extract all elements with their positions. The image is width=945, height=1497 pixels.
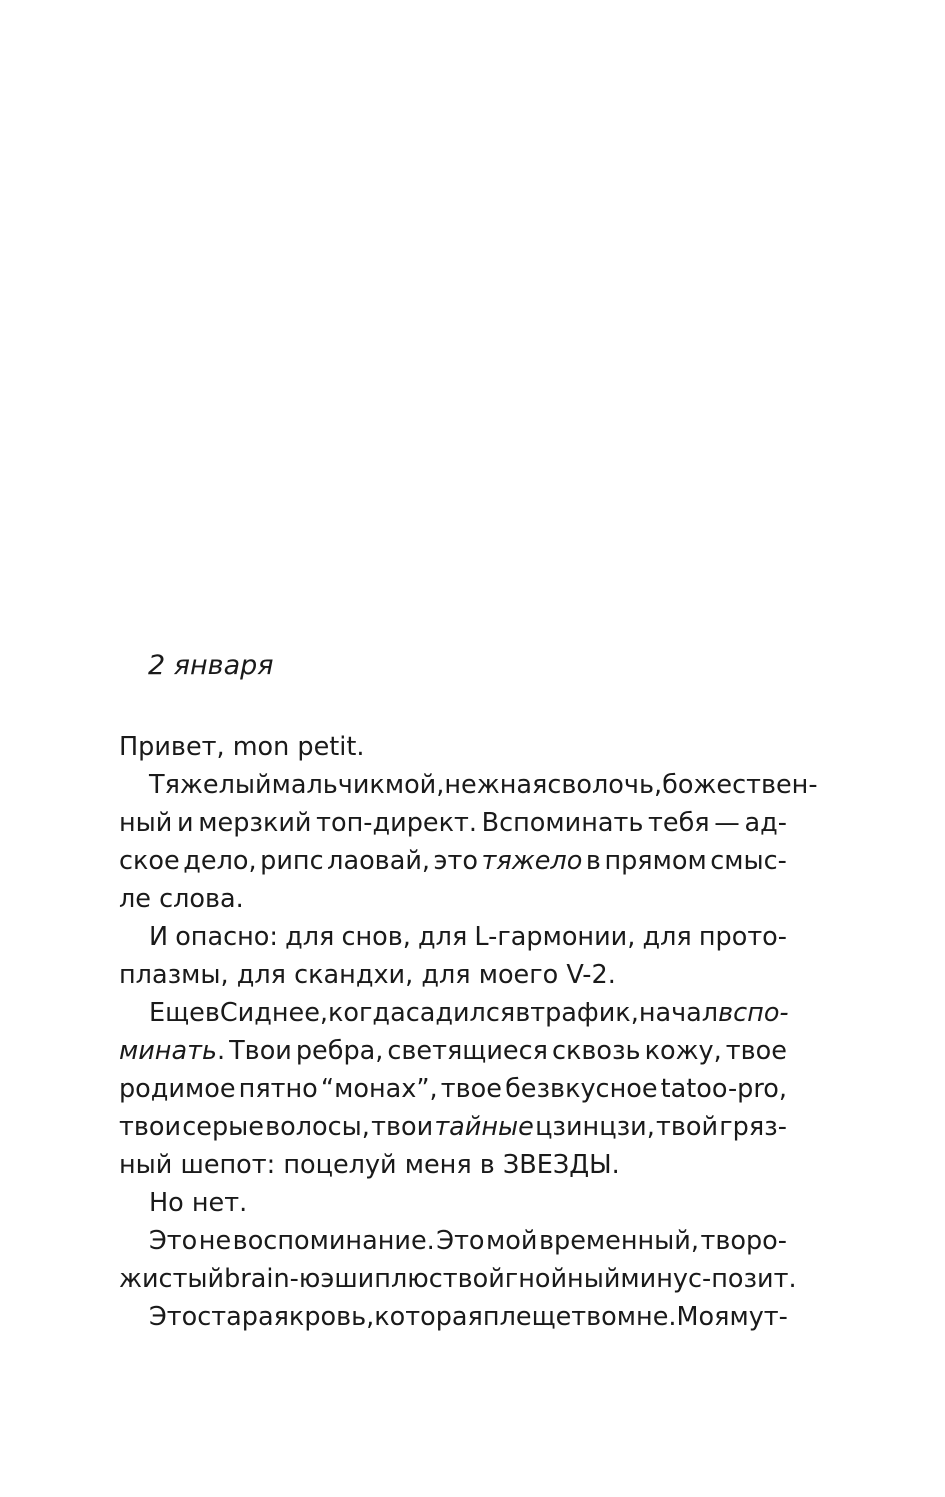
- word: tatoo-pro,: [660, 1074, 787, 1104]
- word: когда: [328, 998, 406, 1028]
- word: смыс-: [710, 846, 787, 876]
- word: твое: [725, 1036, 787, 1066]
- word: которая: [374, 1302, 483, 1332]
- word: мерзкий: [198, 808, 312, 838]
- text-line: [119, 1298, 787, 1336]
- word: серые: [182, 1112, 264, 1142]
- word: прото-: [698, 922, 787, 952]
- word: твои: [371, 1112, 434, 1142]
- word: во: [586, 1302, 617, 1332]
- word: безвкусное: [505, 1074, 658, 1104]
- word: тебя: [648, 808, 710, 838]
- word: Сиднее,: [219, 998, 329, 1028]
- word: ад-: [744, 808, 787, 838]
- word: жистый: [119, 1264, 225, 1294]
- word: пятно: [238, 1074, 318, 1104]
- word: тяжело: [481, 846, 583, 876]
- text-line: [119, 1146, 787, 1184]
- word: плещет: [482, 1302, 587, 1332]
- word: твой: [442, 1264, 505, 1294]
- word: для: [285, 922, 335, 952]
- text-line: [119, 918, 787, 956]
- word: божествен-: [662, 770, 818, 800]
- text-line: [119, 1108, 787, 1146]
- word: “монах”,: [320, 1074, 438, 1104]
- line-text: ле слова.: [119, 884, 244, 914]
- word: это: [433, 846, 478, 876]
- line-text: ный шепот: поцелуй меня в ЗВЕЗДЫ.: [119, 1150, 620, 1180]
- word: гряз-: [719, 1112, 787, 1142]
- word: воспоминание.: [232, 1226, 435, 1256]
- word: прямом: [604, 846, 707, 876]
- word: Это: [436, 1226, 485, 1256]
- word: в: [515, 998, 531, 1028]
- word: твои: [119, 1112, 182, 1142]
- body-text: [119, 728, 818, 1336]
- text-line: [119, 956, 787, 994]
- word: волосы,: [265, 1112, 370, 1142]
- text-line: [119, 728, 787, 766]
- word: Вспоминать: [481, 808, 644, 838]
- word: мой: [486, 1226, 538, 1256]
- text-line: [119, 1260, 797, 1298]
- text-line: [119, 1184, 787, 1222]
- word: для: [642, 922, 692, 952]
- word: L-гармонии,: [474, 922, 636, 952]
- word: Еще: [149, 998, 205, 1028]
- word: сволочь,: [547, 770, 663, 800]
- word: твой: [656, 1112, 719, 1142]
- word: топ-директ.: [316, 808, 477, 838]
- word: ный: [119, 808, 173, 838]
- word: старая: [197, 1302, 289, 1332]
- word: светящиеся: [387, 1036, 548, 1066]
- text-line: [119, 1070, 787, 1108]
- word: гнойный: [504, 1264, 621, 1294]
- text-line: [119, 1222, 787, 1260]
- word: в: [204, 998, 220, 1028]
- word: ребра,: [295, 1036, 384, 1066]
- word: кожу,: [644, 1036, 722, 1066]
- word: временный,: [538, 1226, 699, 1256]
- line-text: Привет, mon petit.: [119, 732, 365, 762]
- word: садился: [405, 998, 516, 1028]
- word: Моя: [676, 1302, 730, 1332]
- word: нежная: [444, 770, 548, 800]
- word: мальчик: [271, 770, 385, 800]
- word: рипс: [260, 846, 324, 876]
- word: твое: [440, 1074, 502, 1104]
- word: минус-позит.: [620, 1264, 797, 1294]
- word: —: [714, 808, 740, 838]
- word: Это: [149, 1302, 198, 1332]
- word: И: [149, 922, 169, 952]
- word: в: [585, 846, 601, 876]
- word: вспо-: [718, 998, 789, 1028]
- word: brain-юэши: [224, 1264, 375, 1294]
- word: дело,: [183, 846, 257, 876]
- word: Это: [149, 1226, 198, 1256]
- word: не: [198, 1226, 232, 1256]
- word: родимое: [119, 1074, 236, 1104]
- text-line: [119, 1032, 787, 1070]
- line-text: плазмы, для скандхи, для моего V-2.: [119, 960, 616, 990]
- word: Тяжелый: [149, 770, 272, 800]
- word: тайные: [434, 1112, 534, 1142]
- word: цзинцзи,: [535, 1112, 655, 1142]
- word: и: [177, 808, 194, 838]
- text-line: [119, 880, 787, 918]
- word: опасно:: [175, 922, 278, 952]
- word: лаовай,: [327, 846, 430, 876]
- text-line: [119, 994, 787, 1032]
- word: начал: [638, 998, 719, 1028]
- word: для: [418, 922, 468, 952]
- word: мне.: [616, 1302, 677, 1332]
- word: ское: [119, 846, 180, 876]
- word: мой,: [384, 770, 445, 800]
- word: трафик,: [530, 998, 639, 1028]
- word: Твои: [229, 1036, 292, 1066]
- date-heading: 2 января: [148, 650, 274, 681]
- word: плюс: [374, 1264, 443, 1294]
- word: сквозь: [551, 1036, 641, 1066]
- word: мут-: [729, 1302, 788, 1332]
- word: творо-: [700, 1226, 787, 1256]
- text-line: [119, 804, 787, 842]
- line-text: Но нет.: [149, 1188, 248, 1218]
- word: минать.: [119, 1036, 226, 1066]
- word: снов,: [341, 922, 411, 952]
- word: кровь,: [288, 1302, 375, 1332]
- text-line: [119, 766, 818, 804]
- text-line: [119, 842, 787, 880]
